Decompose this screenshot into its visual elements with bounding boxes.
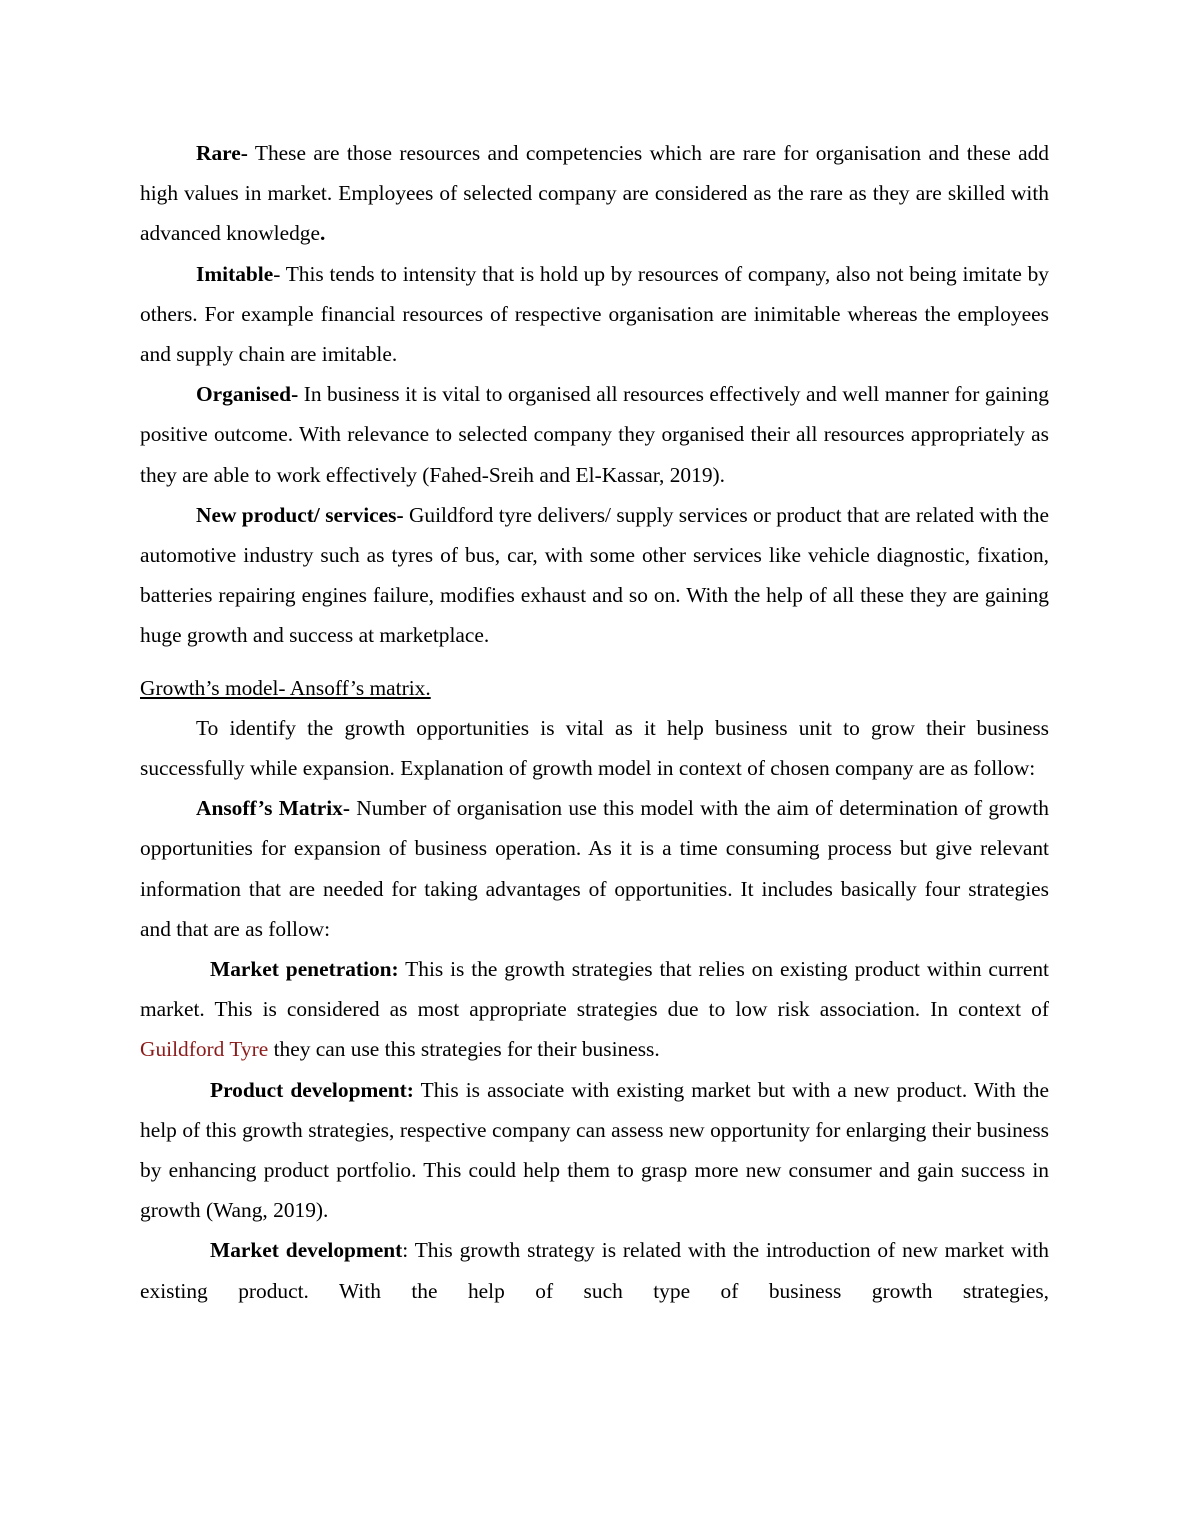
paragraph-rare-text: These are those resources and competencies which are rare for organisation and these add high values in market. Employees of selected company are considered as the rare as they are skilled with advanced knowledge bbox=[140, 141, 1049, 246]
paragraph-new-product bbox=[140, 495, 1049, 656]
term-market-development: Market development bbox=[210, 1238, 403, 1263]
paragraph-product-development bbox=[140, 1070, 1049, 1231]
paragraph-market-penetration-text: This is the growth strategies that relies on existing product within current market. This is considered as most appropriate strategies due to low risk association. In context of bbox=[140, 957, 1049, 1022]
term-market-penetration: Market penetration: bbox=[210, 957, 399, 982]
paragraph-organised bbox=[140, 374, 1049, 495]
term-rare-separator: - bbox=[240, 141, 248, 165]
paragraph-market-penetration-text-end: they can use this strategies for their business. bbox=[268, 1037, 660, 1062]
paragraph-ansoff-text: Number of organisation use this model with the aim of determination of growth opportunities for expansion of business operation. As it is a time consuming process but give relevant information that are needed for taking advantages of opportunities. It includes basically four strategies and that are as follow: bbox=[140, 796, 1049, 941]
paragraph-market-development bbox=[140, 1230, 1049, 1310]
paragraph-market-penetration bbox=[140, 949, 1049, 1070]
paragraph-imitable-text: - This tends to intensity that is hold up by resources of company, also not being imitate by others. For example financial resources of respective organisation are inimitable whereas the employees and supply chain are imitable. bbox=[140, 261, 1049, 367]
paragraph-organised-text: In business it is vital to organised all resources effectively and well manner for gaining positive outcome. With relevance to selected company they organised their all resources appropriately as they are able to work effectively (Fahed-Sreih and El-Kassar, 2019). bbox=[140, 382, 1049, 487]
term-rare: Rare bbox=[196, 141, 241, 165]
paragraph-imitable bbox=[140, 254, 1049, 375]
term-new-product: New product/ services- bbox=[196, 502, 404, 527]
term-product-development: Product development: bbox=[210, 1077, 414, 1102]
paragraph-product-development-text: This is associate with existing market but with a new product. With the help of this growth strategies, respective company can assess new opportunity for enlarging their business by enhancing product portfolio. This could help them to grasp more new consumer and gain success in growth (Wang, 2019). bbox=[140, 1077, 1049, 1223]
term-imitable: Imitable bbox=[196, 261, 274, 286]
document-page bbox=[140, 133, 1049, 1311]
paragraph-rare-period: . bbox=[319, 221, 326, 246]
term-organised: Organised- bbox=[196, 382, 299, 407]
section-heading-growth-model: Growth’s model- Ansoff’s matrix. bbox=[140, 675, 431, 700]
term-ansoff: Ansoff’s Matrix- bbox=[196, 796, 350, 821]
paragraph-rare bbox=[140, 133, 1049, 254]
paragraph-ansoff bbox=[140, 788, 1049, 949]
paragraph-market-development-text: : This growth strategy is related with the introduction of new market with existing product. With the help of such type of business growth strategies, bbox=[140, 1238, 1049, 1303]
paragraph-intro: To identify the growth opportunities is vital as it help business unit to grow their business successfully while expansion. Explanation of growth model in context of chosen company are as follow: bbox=[140, 715, 1049, 781]
paragraph-new-product-text: Guildford tyre delivers/ supply services or product that are related with the automotive industry such as tyres of bus, car, with some other services like vehicle diagnostic, fixation, batteries repairing engines failure, modifies exhaust and so on. With the help of all these they are gaining huge growth and success at marketplace. bbox=[140, 502, 1049, 648]
company-name-highlight: Guildford Tyre bbox=[140, 1037, 269, 1062]
